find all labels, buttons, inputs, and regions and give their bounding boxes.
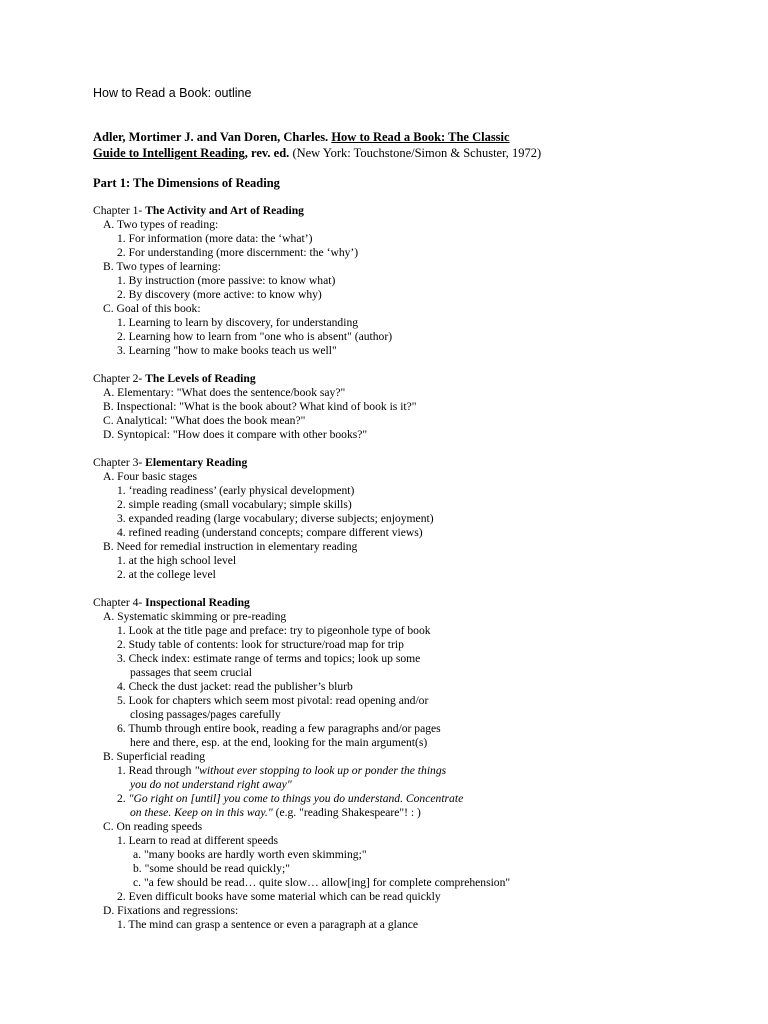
outline-item: A. Four basic stages (103, 470, 198, 483)
outline-item: C. Goal of this book: (103, 302, 201, 315)
outline-subitem: b. "some should be read quickly;" (133, 862, 290, 875)
outline-item: A. Two types of reading: (103, 218, 219, 231)
outline-item: 2. Even difficult books have some material which can be read quickly (117, 890, 441, 903)
outline-item: 1. Look at the title page and preface: try to pigeonhole type of book (117, 624, 431, 637)
chapter-4-heading (93, 596, 753, 610)
outline-item: B. Need for remedial instruction in elementary reading (103, 540, 358, 553)
outline-item-continuation (93, 806, 753, 820)
outline-item: 2. Learning how to learn from "one who is absent" (author) (117, 330, 393, 343)
outline-item: A. Elementary: "What does the sentence/book say?" (103, 386, 346, 399)
outline-item: 1. ‘reading readiness’ (early physical development) (117, 484, 355, 497)
outline-item: 1. Learn to read at different speeds (117, 834, 279, 847)
outline-item-text: 1. Read through (117, 764, 195, 777)
chapter-2-heading (93, 372, 753, 386)
outline-item: B. Superficial reading (103, 750, 206, 763)
chapter-2-title: The Levels of Reading (145, 372, 256, 385)
outline-item (93, 764, 753, 778)
outline-subitem: a. "many books are hardly worth even skimming;" (133, 848, 367, 861)
outline-item-quote: "without ever stopping to look up or ponder the things (194, 764, 447, 777)
outline-item-continuation: here and there, esp. at the end, looking for the main argument(s) (130, 736, 428, 749)
part-heading: Part 1: The Dimensions of Reading (93, 176, 280, 190)
outline-item: 6. Thumb through entire book, reading a few paragraphs and/or pages (117, 722, 441, 735)
outline-item: 4. Check the dust jacket: read the publisher’s blurb (117, 680, 353, 693)
outline-item: C. Analytical: "What does the book mean?" (103, 414, 306, 427)
outline-item-continuation: passages that seem crucial (130, 666, 253, 679)
chapter-2-prefix: Chapter 2- (93, 372, 143, 385)
document-title: How to Read a Book: outline (93, 86, 252, 100)
citation-authors: Adler, Mortimer J. and Van Doren, Charles. (93, 130, 329, 144)
outline-item: C. On reading speeds (103, 820, 203, 833)
chapter-3-title: Elementary Reading (145, 456, 248, 469)
outline-item (93, 792, 753, 806)
outline-item: 3. expanded reading (large vocabulary; diverse subjects; enjoyment) (117, 512, 434, 525)
outline-item: 5. Look for chapters which seem most pivotal: read opening and/or (117, 694, 429, 707)
outline-item: 2. By discovery (more active: to know why) (117, 288, 322, 301)
outline-item: 4. refined reading (understand concepts; compare different views) (117, 526, 423, 539)
outline-item: D. Fixations and regressions: (103, 904, 239, 917)
outline-item-quote: "Go right on [until] you come to things you do understand. Concentrate (128, 792, 464, 805)
chapter-1-heading (93, 204, 753, 218)
citation-book-title-1: How to Read a Book: The Classic (331, 130, 510, 144)
outline-item: 2. at the college level (117, 568, 216, 581)
outline-item: B. Inspectional: "What is the book about? What kind of book is it?" (103, 400, 417, 413)
outline-item: 1. The mind can grasp a sentence or even a paragraph at a glance (117, 918, 419, 931)
outline-item: 3. Learning "how to make books teach us well" (117, 344, 337, 357)
outline-item-quote: on these. Keep on in this way." (130, 806, 273, 819)
outline-item: 3. Check index: estimate range of terms and topics; look up some (117, 652, 421, 665)
citation-edition: , rev. ed. (244, 146, 290, 160)
chapter-4-prefix: Chapter 4- (93, 596, 143, 609)
outline-item: 1. By instruction (more passive: to know what) (117, 274, 336, 287)
outline-subitem: c. "a few should be read… quite slow… allow[ing] for complete comprehension" (133, 876, 511, 889)
outline-item: 1. For information (more data: the ‘what’) (117, 232, 313, 245)
outline-item-continuation: closing passages/pages carefully (130, 708, 281, 721)
outline-item-continuation (93, 778, 753, 792)
citation-book-title-2: Guide to Intelligent Reading (93, 146, 245, 160)
chapter-3-prefix: Chapter 3- (93, 456, 143, 469)
outline-item: 2. Study table of contents: look for structure/road map for trip (117, 638, 404, 651)
chapter-4-title: Inspectional Reading (145, 596, 250, 609)
chapter-3-heading (93, 456, 753, 470)
outline-item: 1. at the high school level (117, 554, 237, 567)
chapter-1-prefix: Chapter 1- (93, 204, 143, 217)
citation (93, 129, 733, 161)
outline-content (93, 204, 753, 932)
outline-item: 1. Learning to learn by discovery, for understanding (117, 316, 359, 329)
outline-item: B. Two types of learning: (103, 260, 221, 273)
outline-item-quote: you do not understand right away" (130, 778, 292, 791)
outline-item: D. Syntopical: "How does it compare with other books?" (103, 428, 368, 441)
citation-publication: (New York: Touchstone/Simon & Schuster, 1972) (292, 146, 542, 160)
outline-item: 2. For understanding (more discernment: the ‘why’) (117, 246, 359, 259)
outline-item-text: 2. (117, 792, 129, 805)
outline-item: A. Systematic skimming or pre-reading (103, 610, 287, 623)
chapter-1-title: The Activity and Art of Reading (145, 204, 304, 217)
outline-item-text: (e.g. "reading Shakespeare"! : ) (272, 806, 421, 819)
outline-item: 2. simple reading (small vocabulary; simple skills) (117, 498, 352, 511)
